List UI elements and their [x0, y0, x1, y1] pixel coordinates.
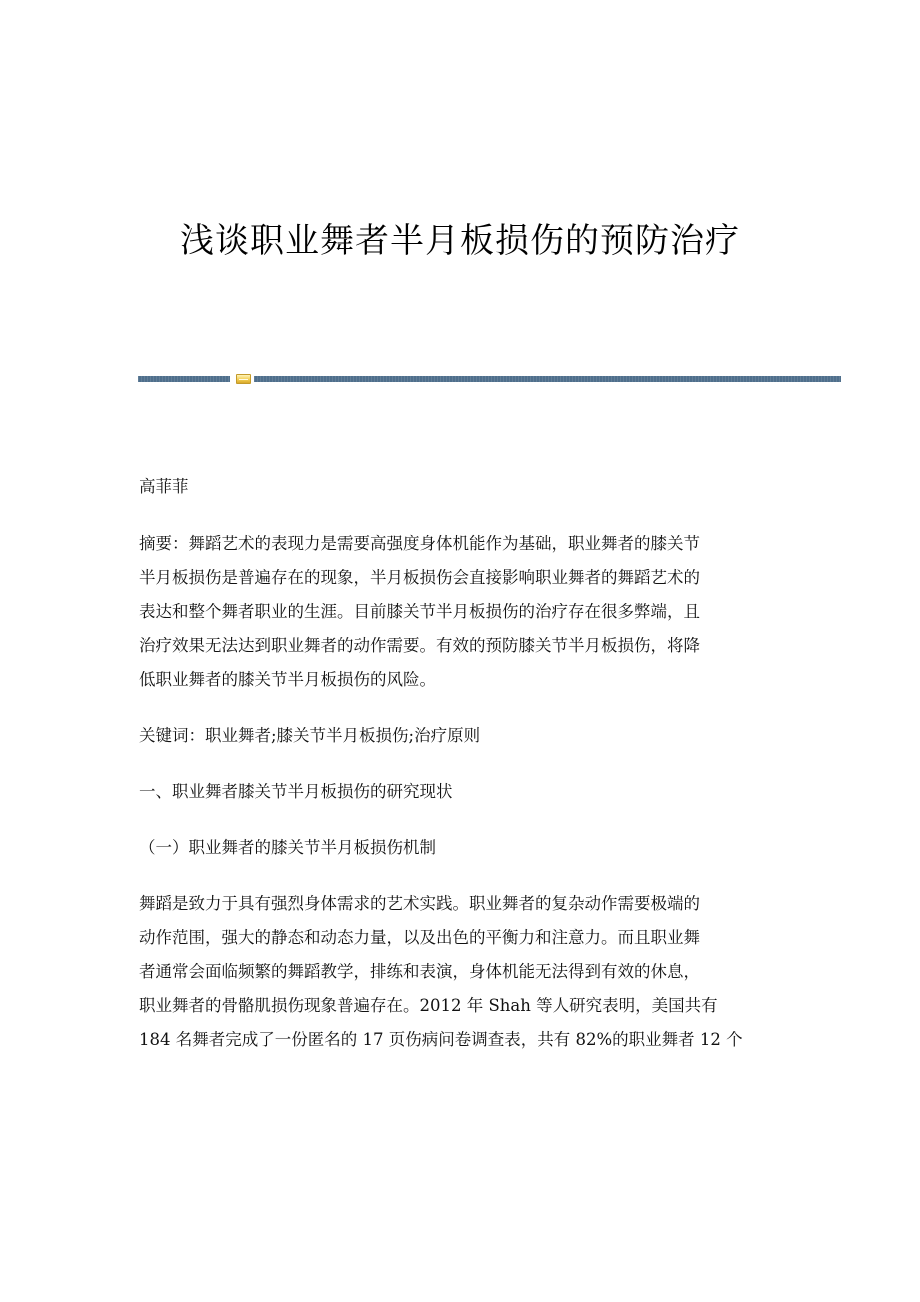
- document-body: [139, 470, 789, 1057]
- paragraph-line: 184 名舞者完成了一份匿名的 17 页伤病问卷调查表，共有 82%的职业舞者 12 个: [139, 1030, 743, 1049]
- paragraph-line: 者通常会面临频繁的舞蹈教学，排练和表演，身体机能无法得到有效的休息，: [139, 962, 700, 981]
- abstract-line: 摘要：舞蹈艺术的表现力是需要高强度身体机能作为基础，职业舞者的膝关节: [139, 534, 700, 553]
- abstract-line: 治疗效果无法达到职业舞者的动作需要。有效的预防膝关节半月板损伤，将降: [139, 636, 700, 655]
- author-name: 高菲菲: [139, 477, 189, 496]
- abstract-line: 低职业舞者的膝关节半月板损伤的风险。: [139, 670, 436, 689]
- abstract-line: 表达和整个舞者职业的生涯。目前膝关节半月板损伤的治疗存在很多弊端，且: [139, 602, 700, 621]
- divider-left-bar: [138, 376, 230, 382]
- title-divider: [138, 373, 841, 385]
- paragraph-line: 职业舞者的骨骼肌损伤现象普遍存在。2012 年 Shah 等人研究表明，美国共有: [139, 996, 718, 1015]
- body-paragraph: [139, 887, 789, 1057]
- document-title: 浅谈职业舞者半月板损伤的预防治疗: [180, 221, 740, 261]
- divider-ornament-icon: [236, 374, 251, 384]
- subsection-heading: （一）职业舞者的膝关节半月板损伤机制: [139, 838, 436, 857]
- abstract-line: 半月板损伤是普遍存在的现象，半月板损伤会直接影响职业舞者的舞蹈艺术的: [139, 568, 700, 587]
- abstract: [139, 527, 789, 697]
- paragraph-line: 舞蹈是致力于具有强烈身体需求的艺术实践。职业舞者的复杂动作需要极端的: [139, 894, 700, 913]
- divider-right-bar: [254, 376, 841, 382]
- keywords: 关键词：职业舞者;膝关节半月板损伤;治疗原则: [139, 726, 481, 745]
- paragraph-line: 动作范围，强大的静态和动态力量，以及出色的平衡力和注意力。而且职业舞: [139, 928, 700, 947]
- section-heading: 一、职业舞者膝关节半月板损伤的研究现状: [139, 782, 453, 801]
